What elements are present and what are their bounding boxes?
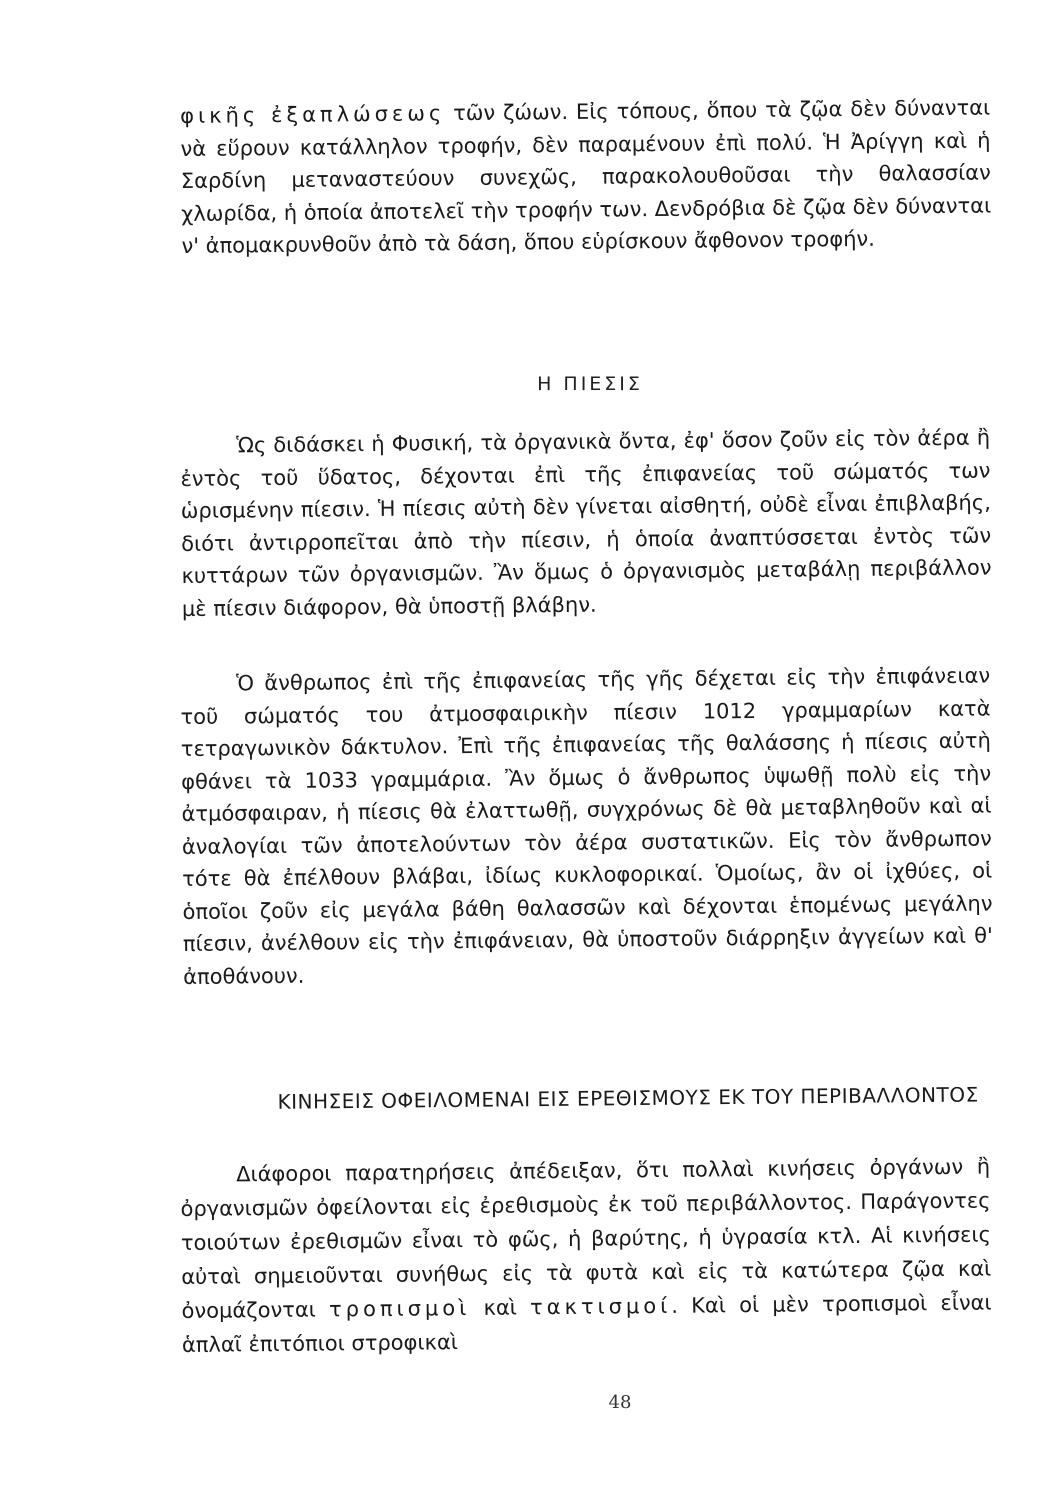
paragraph-text: Διάφοροι παρατηρήσεις ἀπέδειξαν, ὅτι πολλαὶ κινήσεις ὀργάνων ἢ ὀργανισμῶν ὀφείλονται εἰς ἐρεθισμοὺς ἐκ τοῦ περιβάλλοντος. Παράγοντες τοιούτων ἐρεθισμῶν εἶναι τὸ φῶς, ἡ βαρύτης, ἡ ὑγρασία κτλ. Αἱ κινήσεις αὐταὶ σημειοῦνται συνήθως εἰς τὰ φυτὰ καὶ εἰς τὰ κατώτερα ζῷα καὶ ὀνομάζονται <box>180 1154 992 1323</box>
paragraph-text: Ὡς διδάσκει ἡ Φυσική, τὰ ὀργανικὰ ὄντα, ἐφ' ὅσον ζοῦν εἰς τὸν ἀέρα ἢ ἐντὸς τοῦ ὕδατος, δέχονται ἐπὶ τῆς ἐπιφανείας τοῦ σώματός των ὡρισμένην πίεσιν. Ἡ πίεσις αὐτὴ δὲν γίνεται αἰσθητή, οὐδὲ εἶναι ἐπιβλαβής, διότι ἀντιρροπεῖται ἀπὸ τὴν πίεσιν, ἡ ὁποία ἀναπτύσσεται ἐντὸς τῶν κυττάρων τῶν ὀργανισμῶν. Ἂν ὅμως ὁ ὀργανισμὸς μεταβάλῃ περιβάλλον μὲ πίεσιν διάφορον, θὰ ὑποστῇ βλάβην. <box>180 425 992 621</box>
page-number: 48 <box>608 1392 632 1413</box>
section-heading-pressure: Η ΠΙΕΣΙΣ <box>537 373 643 395</box>
paragraph-movements <box>180 1150 992 1362</box>
paragraph-human-pressure <box>180 660 993 993</box>
spaced-word: φικῆς ἐξαπλώσεως <box>180 101 446 128</box>
term-taxis: τακτισμοί <box>529 1293 672 1320</box>
paragraph-pressure-intro <box>180 422 992 625</box>
term-tropisms: τροπισμοὶ <box>328 1295 471 1322</box>
paragraph-text: καὶ <box>470 1295 531 1320</box>
paragraph-text: Ὁ ἄνθρωπος ἐπὶ τῆς ἐπιφανείας τῆς γῆς δέχεται εἰς τὴν ἐπιφάνειαν τοῦ σώματός του ἀτμοσφαιρικὴν πίεσιν 1012 γραμμαρίων κατὰ τετραγωνικὸν δάκτυλον. Ἐπὶ τῆς ἐπιφανείας τῆς θαλάσσης ἡ πίεσις αὐτὴ φθάνει τὰ 1033 γραμμάρια. Ἂν ὅμως ὁ ἄνθρωπος ὑψωθῇ πολὺ εἰς τὴν ἀτμόσφαιραν, ἡ πίεσις θὰ ἐλαττωθῇ, συγχρόνως δὲ θὰ μεταβληθοῦν καὶ αἱ ἀναλογίαι τῶν ἀποτελούντων τὸν ἀέρα συστατικῶν. Εἰς τὸν ἄνθρωπον τότε θὰ ἐπέλθουν βλάβαι, ἰδίως κυκλοφορικαί. Ὁμοίως, ἂν οἱ ἰχθύες, οἱ ὁποῖοι ζοῦν εἰς μεγάλα βάθη θαλασσῶν καὶ δέχονται ἑπομένως μεγάλην πίεσιν, ἀνέλθουν εἰς τὴν ἐπιφάνειαν, θὰ ὑποστοῦν διάρρηξιν ἀγγείων καὶ θ' ἀποθάνουν. <box>180 663 993 989</box>
paragraph-text: . Καὶ οἱ μὲν τροπισμοὶ εἶναι ἁπλαῖ ἐπιτόπιοι στροφικαὶ <box>181 1290 992 1357</box>
paragraph-text: τῶν ζώων. Εἰς τόπους, ὅπου τὰ ζῷα δὲν δύνανται νὰ εὕρουν κατάλληλον τροφήν, δὲν παραμένουν ἐπὶ πολύ. Ἡ Ἀρίγγη καὶ ἡ Σαρδίνη μεταναστεύουν συνεχῶς, παρακολουθοῦσαι τὴν θαλασσίαν χλωρίδα, ἡ ὁποία ἀποτελεῖ τὴν τροφήν των. Δενδρόβια δὲ ζῷα δὲν δύνανται ν' ἀπομακρυνθοῦν ἀπὸ τὰ δάση, ὅπου εὑρίσκουν ἄφθονον τροφήν. <box>180 95 992 258</box>
section-heading-movements: ΚΙΝΗΣΕΙΣ ΟΦΕΙΛΟΜΕΝΑΙ ΕΙΣ ΕΡΕΘΙΣΜΟΥΣ ΕΚ ΤΟΥ ΠΕΡΙΒΑΛΛΟΝΤΟΣ <box>277 1082 979 1114</box>
paragraph-continuation <box>180 92 992 263</box>
